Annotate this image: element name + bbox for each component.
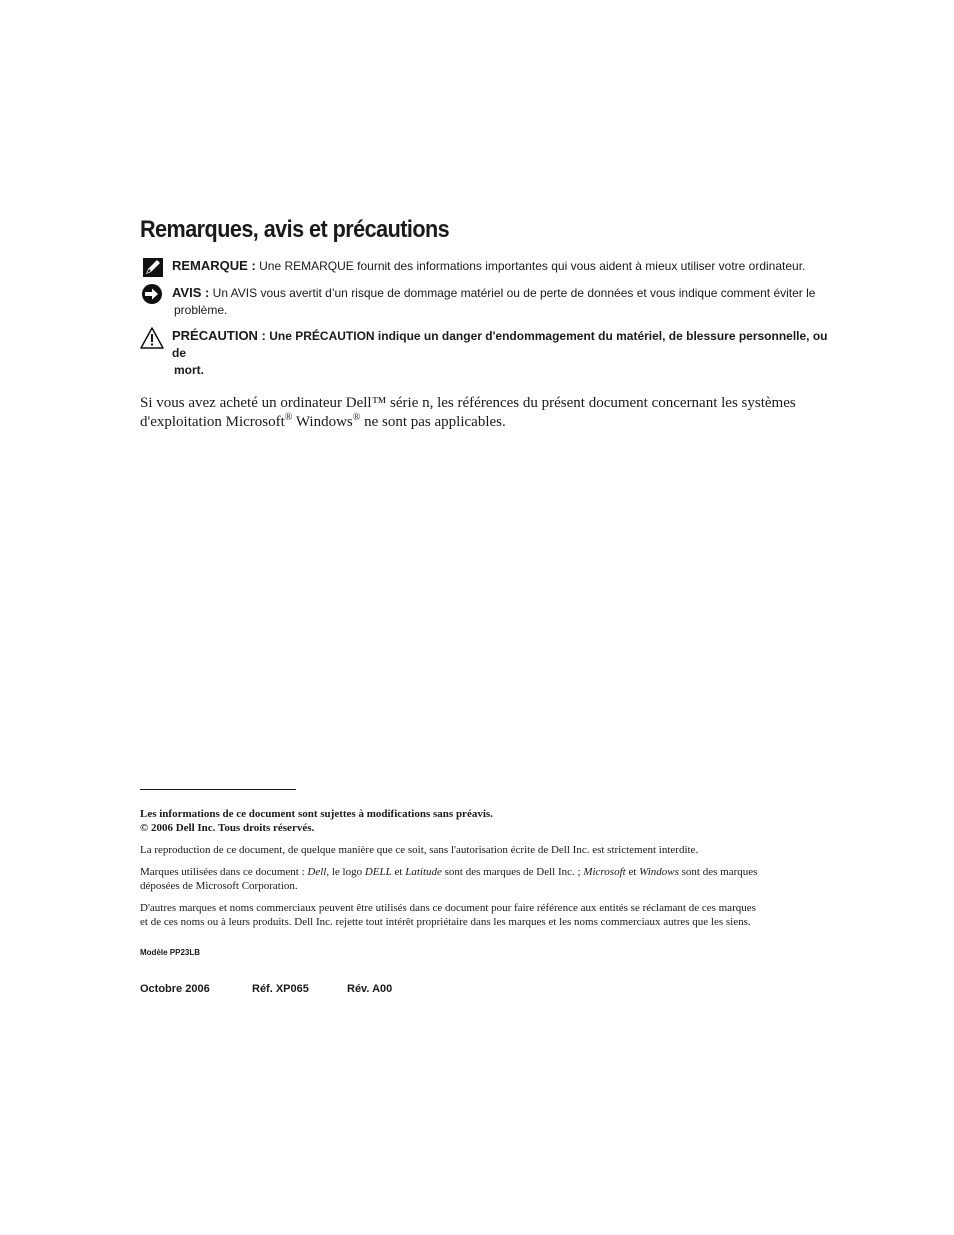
caution-text-line2: mort.	[174, 363, 204, 377]
legal-reproduction: La reproduction de ce document, de quelque manière que ce soit, sans l'autorisation écrite de Dell Inc. est strictement interdite.	[140, 844, 699, 856]
intro-line2-c: ne sont pas applicables.	[360, 414, 506, 430]
note-pencil-icon	[140, 257, 164, 279]
other-marks-line1: D'autres marques et noms commerciaux peuvent être utilisés dans ce document pour faire référence aux entités se réclamant de ces marques	[140, 902, 756, 914]
publication-date: Octobre 2006	[140, 983, 210, 995]
intro-line1: Si vous avez acheté un ordinateur Dell™ série n, les références du présent document concernant les systèmes	[140, 395, 796, 411]
legal-other-marks	[140, 901, 840, 929]
notice-text-line1: Un AVIS vous avertit d’un risque de dommage matériel ou de perte de données et vous indique comment éviter le	[212, 286, 816, 300]
caution-label: PRÉCAUTION :	[172, 328, 266, 343]
note-label: REMARQUE :	[172, 258, 256, 273]
trademarks-text: et	[391, 866, 406, 878]
trademarks-text: sont des marques de Dell Inc. ;	[441, 866, 584, 878]
revision-number: Rév. A00	[347, 983, 393, 995]
legal-trademarks	[140, 865, 840, 893]
caution-callout	[140, 327, 840, 379]
caution-warning-icon	[140, 327, 164, 349]
intro-paragraph	[140, 394, 840, 432]
legal-copyright-line: © 2006 Dell Inc. Tous droits réservés.	[140, 822, 315, 834]
legal-header	[140, 807, 840, 835]
notice-callout	[140, 284, 840, 319]
trademark-dell-logo: DELL	[364, 866, 392, 878]
trademark-dell: Dell	[307, 866, 327, 878]
trademarks-text-line2: déposées de Microsoft Corporation.	[140, 880, 298, 892]
intro-line2-b: Windows	[292, 414, 353, 430]
registered-mark: ®	[284, 412, 293, 423]
trademarks-text: , le logo	[326, 866, 365, 878]
notice-text-line2: problème.	[174, 303, 228, 317]
other-marks-line2: et de ces noms ou à leurs produits. Dell Inc. rejette tout intérêt propriétaire dans les marques et les noms commerciaux autres que les siens.	[140, 916, 751, 928]
legal-info-line: Les informations de ce document sont sujettes à modifications sans préavis.	[140, 808, 493, 820]
registered-mark: ®	[352, 412, 361, 423]
trademarks-text: et	[625, 866, 640, 878]
note-text: Une REMARQUE fournit des informations importantes qui vous aident à mieux utiliser votre ordinateur.	[259, 259, 806, 273]
trademark-latitude: Latitude	[405, 866, 442, 878]
reference-number: Réf. XP065	[252, 983, 309, 995]
trademarks-text: sont des marques	[678, 866, 758, 878]
caution-text-line1: Une PRÉCAUTION indique un danger d'endommagement du matériel, de blessure personnelle, ou de	[172, 329, 828, 360]
trademarks-text: Marques utilisées dans ce document :	[140, 866, 308, 878]
footnote-divider	[140, 789, 296, 790]
trademark-microsoft: Microsoft	[583, 866, 626, 878]
page-title: Remarques, avis et précautions	[140, 216, 450, 243]
intro-line2-a: d'exploitation Microsoft	[140, 414, 285, 430]
notice-label: AVIS :	[172, 285, 210, 300]
model-number: Modèle PP23LB	[140, 948, 201, 957]
notice-arrow-icon	[140, 284, 164, 306]
note-callout	[140, 257, 840, 275]
trademark-windows: Windows	[639, 866, 679, 878]
